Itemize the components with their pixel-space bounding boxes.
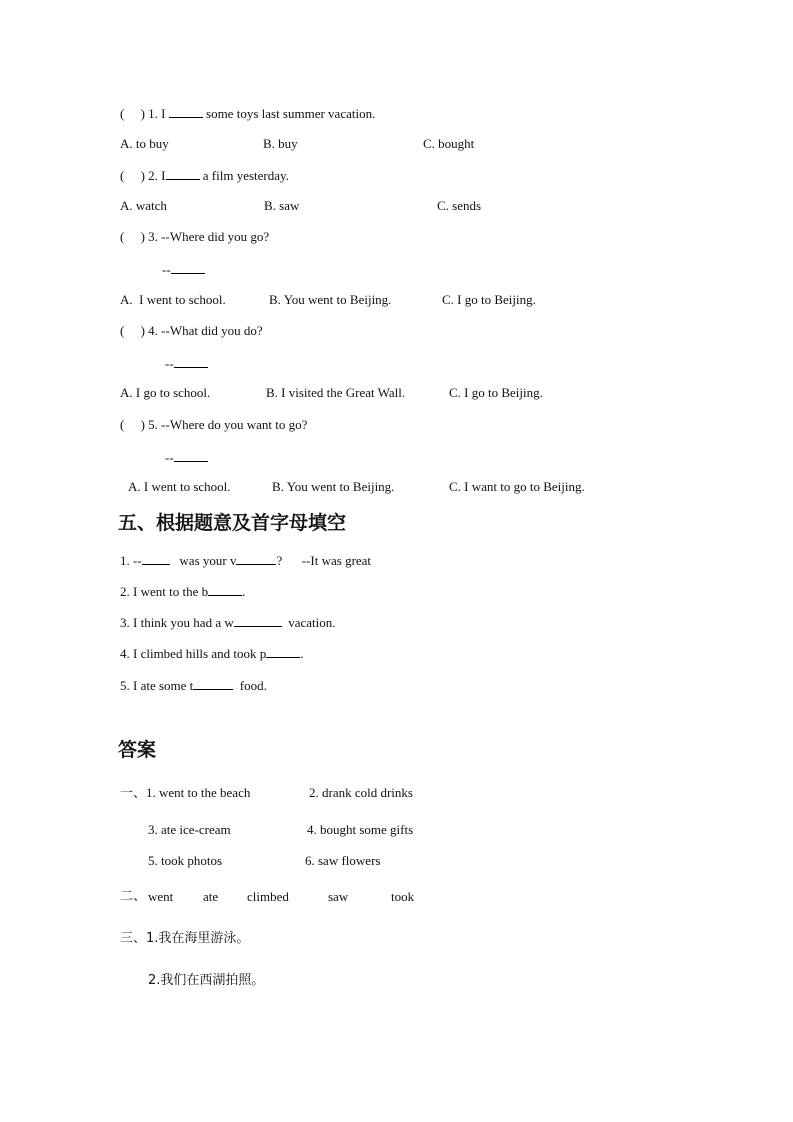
option-a: A. watch	[120, 198, 167, 213]
answers-s2-label: 二、	[120, 889, 147, 904]
option-c: C. sends	[437, 198, 482, 213]
blank[interactable]	[171, 261, 205, 274]
answers-s3-row1: 三、1.我在海里游泳。	[120, 931, 250, 946]
section-5-title: 五、根据题意及首字母填空	[118, 512, 347, 534]
answer-item: 6. saw flowers	[305, 853, 381, 868]
answer-word: saw	[328, 889, 349, 904]
response-line: --	[162, 261, 205, 278]
question-5: ( ) 5. --Where do you want to go?	[120, 417, 308, 432]
blank[interactable]	[169, 105, 203, 118]
option-a: A. I go to school.	[120, 385, 211, 400]
answer-item: 2. drank cold drinks	[309, 785, 413, 800]
answer-paren: ( )	[120, 417, 145, 432]
option-b: B. saw	[264, 198, 300, 213]
question-2: ( ) 2. I a film yesterday.	[120, 168, 289, 183]
blank[interactable]	[234, 614, 282, 627]
answer-item: 5. took photos	[148, 853, 223, 868]
answer-paren: ( )	[120, 168, 145, 183]
option-c: C. I go to Beijing.	[449, 385, 543, 400]
fill-item-1: 1. -- was your v ? --It was great	[120, 553, 372, 568]
blank[interactable]	[174, 449, 208, 462]
answer-item: 4. bought some gifts	[307, 822, 414, 837]
answers-title: 答案	[118, 739, 157, 761]
answers-s1-row1: 一、1. went to the beach	[120, 785, 251, 801]
answer-paren: ( )	[120, 229, 145, 244]
fill-item-3: 3. I think you had a w vacation.	[120, 615, 336, 630]
blank[interactable]	[236, 552, 276, 565]
option-a: A. to buy	[120, 136, 169, 151]
question-3: ( ) 3. --Where did you go?	[120, 229, 270, 244]
answers-s3-row2: 2.我们在西湖拍照。	[148, 973, 265, 988]
answer-word: climbed	[247, 889, 289, 904]
response-line: --	[165, 355, 208, 372]
answer-word: took	[391, 889, 415, 904]
blank[interactable]	[174, 355, 208, 368]
fill-item-5: 5. I ate some t food.	[120, 678, 267, 693]
blank[interactable]	[166, 167, 200, 180]
fill-item-4: 4. I climbed hills and took p .	[120, 646, 304, 661]
question-1: ( ) 1. I some toys last summer vacation.	[120, 106, 376, 121]
answer-word: ate	[203, 889, 219, 904]
option-c: C. I go to Beijing.	[442, 292, 536, 307]
blank[interactable]	[142, 552, 170, 565]
option-b: B. I visited the Great Wall.	[266, 385, 406, 400]
answer-paren: ( )	[120, 323, 145, 338]
blank[interactable]	[266, 645, 300, 658]
option-c: C. bought	[423, 136, 475, 151]
option-b: B. You went to Beijing.	[272, 479, 395, 494]
fill-item-2: 2. I went to the b .	[120, 584, 246, 599]
option-b: B. You went to Beijing.	[269, 292, 392, 307]
option-a: A. I went to school.	[128, 479, 231, 494]
option-a: A. I went to school.	[120, 292, 226, 307]
response-line: --	[165, 449, 208, 466]
option-c: C. I want to go to Beijing.	[449, 479, 585, 494]
option-b: B. buy	[263, 136, 298, 151]
blank[interactable]	[193, 677, 233, 690]
question-4: ( ) 4. --What did you do?	[120, 323, 263, 338]
answer-word: went	[148, 889, 174, 904]
answer-paren: ( )	[120, 106, 145, 121]
answer-item: 3. ate ice-cream	[148, 822, 231, 837]
blank[interactable]	[208, 583, 242, 596]
